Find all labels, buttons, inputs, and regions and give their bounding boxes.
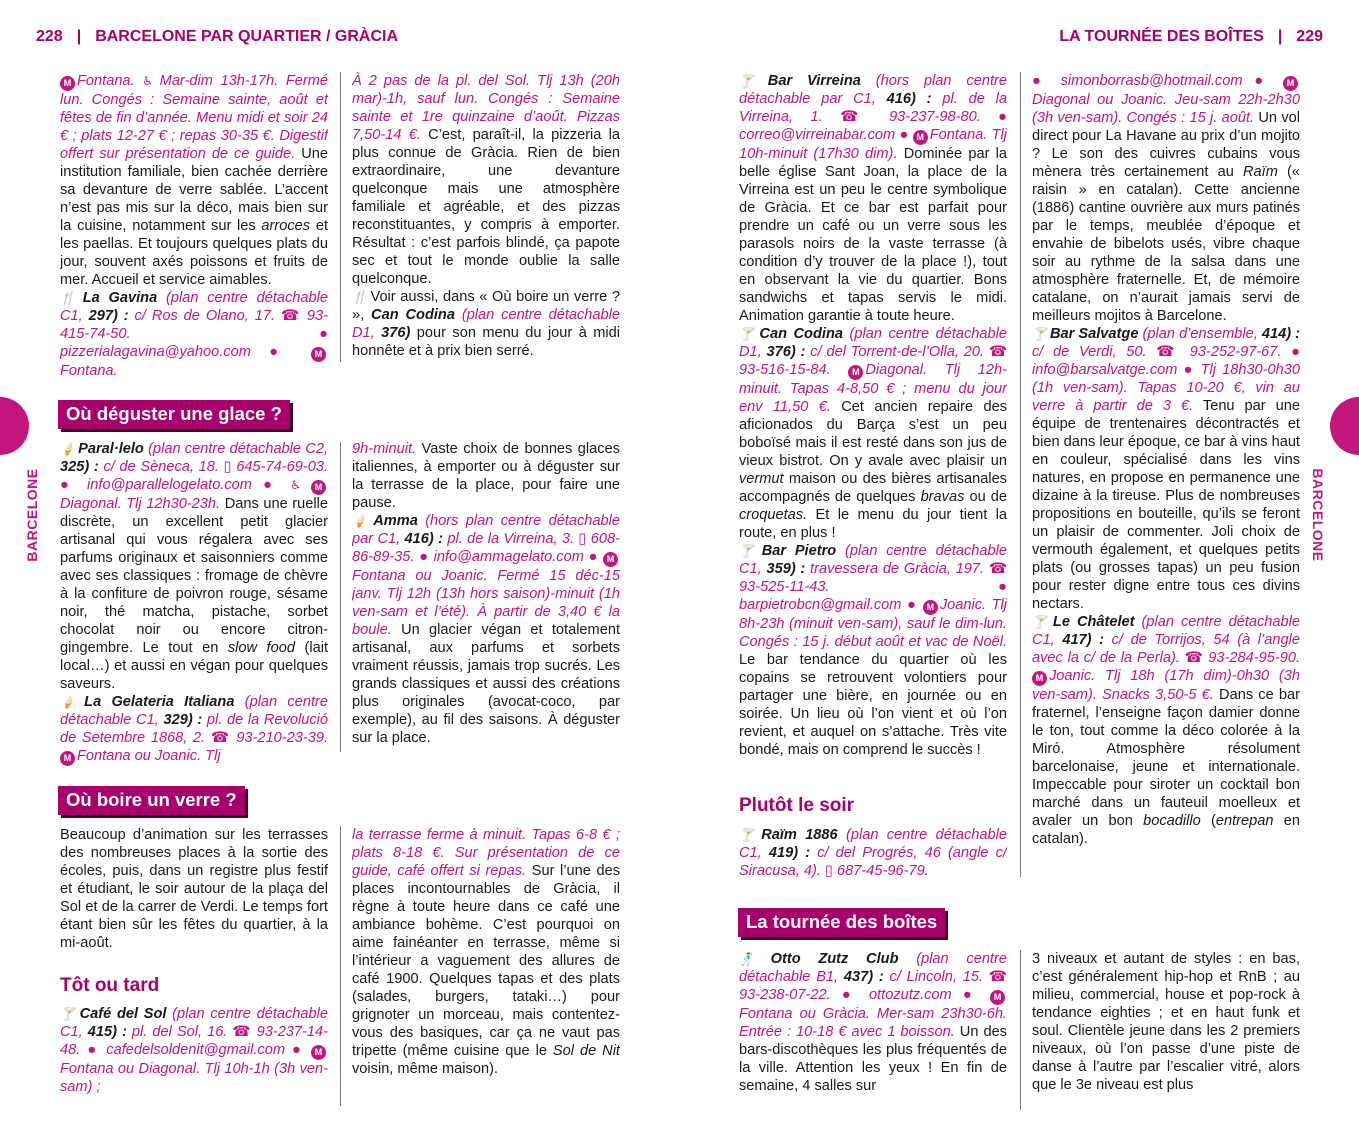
- section-banner-boites: La tournée des boîtes: [738, 908, 945, 937]
- description: en catalan).: [1032, 813, 1300, 847]
- bar-listings-col3: [739, 72, 1007, 782]
- description: (: [1211, 813, 1216, 829]
- left-page-header: [36, 28, 398, 46]
- header-separator: |: [1277, 28, 1283, 45]
- description: Sur l’une des places incontournables de Gràcia, il règne à toute heure dans ce café une ambiance bohème. C’est pourquoi on aime fainéanter en terrasse, même si l’intérieur a vaguement des allures de café 1900. Quelques tapas et des plats (salades, burgers, tataki…) pour grignoter un morceau, mais contentez-vous des basiques, car ça ne vaut pas tripette (même cuisine que le: [352, 863, 620, 1059]
- description-italic: arroces: [261, 218, 311, 234]
- metro-icon: M: [913, 130, 928, 145]
- metro-icon: M: [60, 751, 75, 766]
- description: voisin, même maison).: [352, 1061, 498, 1077]
- map-reference: (plan centre détachable C1,: [60, 1006, 328, 1040]
- venue-name: La Gavina: [82, 290, 158, 306]
- map-reference: (plan centre détachable D1,: [739, 326, 1007, 360]
- venue-name: Bar Pietro: [761, 543, 837, 559]
- glass-icon: 🍸: [739, 74, 765, 88]
- venue-name: Otto Zutz Club: [770, 951, 899, 967]
- practical-info: Joanic. Tlj 18h (17h dim)-0h30 (3h ven-sam). Snacks 3,50-5 €.: [1032, 668, 1300, 703]
- glass-icon: 🍸: [739, 327, 757, 341]
- raim-listing: [739, 826, 1007, 882]
- practical-info: Fontana ou Gràcia. Mer-sam 23h30-6h. Entrée : 10-18 € avec 1 boisson.: [739, 1006, 1007, 1040]
- icecream-listings-col1: [60, 440, 328, 770]
- description: Dans ce bar fraternel, l’enseigne façon damier donne le ton, tout comme la déco colorée à la Miró. Atmosphère résolument barcelonaise, jeune et internationale. Impeccable pour siroter un cocktail bon marché dans un fauteuil moelleux et avaler un bon: [1032, 687, 1300, 829]
- practical-info: Diagonal. Tlj 12h30-23h.: [60, 496, 221, 512]
- metro-icon: M: [311, 480, 326, 495]
- accessibility-icon: ♿: [142, 74, 157, 88]
- map-number: 376) :: [766, 344, 806, 360]
- drinks-intro: [60, 826, 328, 954]
- cross-reference: Voir aussi, dans « Où boire un verre ? »,: [352, 289, 620, 323]
- glass-icon: 🍸: [739, 544, 759, 558]
- venue-name: La Gelateria Italiana: [84, 694, 235, 710]
- description: Une institution familiale, bien cachée derrière sa devanture de verre sablée. L’accent n’est pas mis sur la déco, mais bien sur la cuisine, notamment sur les: [60, 146, 328, 234]
- right-running-title: LA TOURNÉE DES BOÎTES: [1059, 28, 1264, 45]
- icecream-icon: 🍦: [60, 695, 82, 709]
- map-reference: (hors plan centre détachable par C1,: [739, 73, 1007, 107]
- icecream-listings-col2: [352, 440, 620, 770]
- venue-name: Raïm 1886: [761, 827, 838, 843]
- metro-icon: M: [603, 552, 618, 567]
- column-rule: [340, 442, 341, 752]
- address: pl. de la Virreina, 3. ▯ 608-86-89-35. ● info@ammagelato.com ●: [352, 531, 620, 565]
- club-listing-col4: [1032, 950, 1300, 1106]
- description: Et le menu du jour tient la route, en plus !: [739, 507, 1007, 541]
- map-reference: (plan centre détachable C1,: [1032, 614, 1300, 648]
- practical-info: Mar-dim 13h-17h. Fermé lun. Congés : Semaine sainte, août et fêtes de fin d’année. Menu midi et soir 24 € ; plats 12-27 € ; repas 30-35 €. Digestif offert sur présentation de ce guide.: [60, 73, 328, 162]
- description: pour son menu du jour à midi honnête et à prix bien serré.: [352, 325, 620, 359]
- practical-info: Fontana. Tlj 10h-minuit (17h30 dim).: [739, 127, 1007, 162]
- description: Le bar tendance du quartier où les copains se retrouvent volontiers pour partager une bière, en journée ou en soirée. Un lieu où l’on vient et où l’on revient, et auquel on s’attache. Très vite bondé, mais on comprend le succès !: [739, 652, 1007, 758]
- restaurant-listings-col1: [60, 72, 328, 378]
- practical-info: Fontana ou Diagonal. Tlj 10h-1h (3h ven-sam) ;: [60, 1061, 328, 1095]
- venue-name: Le Châtelet: [1052, 614, 1135, 630]
- cafe-listing-col2: [352, 826, 620, 1106]
- side-label-right: BARCELONE: [1310, 468, 1326, 562]
- map-reference: (plan centre détachable D1,: [352, 307, 620, 341]
- map-number: 415) :: [87, 1024, 127, 1040]
- address: pl. de la Virreina, 1. ☎ 93-237-98-80. ● correo@virreinabar.com ●: [739, 91, 1007, 143]
- venue-name: Can Codina: [371, 307, 455, 323]
- metro-station: Fontana.: [60, 363, 118, 378]
- venue-name: Can Codina: [759, 326, 843, 342]
- email: ● simonborrasb@hotmail.com ●: [1032, 73, 1272, 89]
- metro-icon: M: [60, 76, 75, 91]
- description: et les paellas. Et toujours quelques plats du jour, souvent axés poissons et fruits de mer. Accueil et service aimables.: [60, 218, 328, 288]
- subsection-plutot-le-soir: Plutôt le soir: [739, 795, 855, 816]
- right-page-header: [1059, 28, 1323, 46]
- left-running-title: BARCELONE PAR QUARTIER / GRÀCIA: [95, 28, 399, 45]
- description: Cet ancien repaire des aficionados du Barça s’est un peu boboïsé mais il est resté dans son jus de vieux bistrot. On y avale avec plaisir un: [739, 399, 1007, 469]
- glass-icon: 🍸: [1032, 615, 1050, 629]
- address: pl. del Sol, 16. ☎ 93-237-14-48. ● cafedelsoldenit@gmail.com ●: [60, 1024, 328, 1058]
- description: Vaste choix de bonnes glaces italiennes, à emporter ou à déguster sur la terrasse de la place, pour faire une pause.: [352, 441, 620, 511]
- address: c/ del Torrent-de-l’Olla, 20. ☎ 93-516-15-84.: [739, 344, 1007, 378]
- map-number: 414) :: [1261, 326, 1300, 342]
- address: pl. de la Revolució de Setembre 1868, 2. ☎ 93-210-23-39.: [60, 712, 328, 746]
- map-number: 417) :: [1062, 632, 1105, 648]
- description: (« raisin » en catalan). Cette ancienne (1886) cantine ouvrière aux murs patinés par le temps, meublée d’époque et envahie de bibelots usés, vibre chaque soir au rythme de la salsa dans une atmosphère fraternelle. Et, de mémoire catalane, on n’aurait jamais servi de meilleurs mojitos à Barcelone.: [1032, 164, 1300, 324]
- metro-icon: M: [1032, 671, 1047, 686]
- map-number: 437) :: [843, 969, 884, 985]
- column-rule: [340, 72, 341, 362]
- venue-name: Bar Salvatge: [1049, 326, 1139, 342]
- side-label-left: BARCELONE: [24, 468, 40, 562]
- map-reference: (plan centre détachable C1,: [60, 694, 328, 728]
- side-tab-left: [0, 397, 29, 455]
- dance-icon: 🕺: [739, 952, 768, 966]
- description: maison ou des bières artisanales accompagnés de quelques: [739, 471, 1007, 505]
- map-reference: (plan centre détachable C1,: [739, 543, 1007, 577]
- venue-name: Bar Virreina: [767, 73, 861, 89]
- map-number: 416) :: [886, 91, 932, 107]
- metro-station: Fontana.: [77, 73, 135, 89]
- practical-info: Fontana ou Joanic. Fermé 15 déc-15 janv. Tlj 12h (13h hors saison)-minuit (1h ven-sam et l’été). À partir de 3,40 € la boule.: [352, 568, 620, 638]
- description: 3 niveaux et autant de styles : en bas, c’est généralement hip-hop et RnB ; au milieu, commercial, house et pop-rock à tendance eighties ; et en haut funk et soul. Clientèle jeune dans les 2 premiers niveaux, où l’on passe d’une piste de danse à l’autre par l’escalier vitré, alors que le 3e niveau est plus: [1032, 951, 1300, 1093]
- venue-name: Café del Sol: [79, 1006, 167, 1022]
- description-italic: Sol de Nit: [552, 1043, 620, 1059]
- left-page-number: 228: [36, 28, 63, 45]
- bar-listings-col4: [1032, 72, 1300, 882]
- description: Dans une ruelle discrète, un excellent petit glacier artisanal qui vous régalera avec ses parfums originaux et saisonniers comme avec ses classiques : fromage de chèvre à la confiture de poivron rouge, sésame noir, thé matcha, pistache, sorbet chocolat noir ou encore citron-gingembre. Le tout en: [60, 496, 328, 656]
- map-number: 416) :: [404, 531, 443, 547]
- description: Un des bars-discothèques les plus fréquentés de la ville. Attention les yeux ! En fin de semaine, 4 salles sur: [739, 1024, 1007, 1094]
- address: c/ de Verdi, 50. ☎ 93-252-97-67. ● info@barsalvatge.com ● Tlj 18h30-0h30 (1h ven-sam). Tapas 10-20 €, vin au verre à partir de 3 €.: [1032, 344, 1300, 414]
- map-number: 359) :: [766, 561, 806, 577]
- practical-info: Diagonal ou Joanic. Jeu-sam 22h-2h30 (3h ven-sam). Congés : 15 j. août.: [1032, 92, 1300, 126]
- cafe-listing-col1: [60, 1005, 328, 1105]
- metro-icon: M: [311, 347, 326, 362]
- club-listing-col3: [739, 950, 1007, 1106]
- description-italic: bocadillo: [1143, 813, 1201, 829]
- description-italic: slow food: [227, 640, 295, 656]
- practical-info: Fontana ou Joanic. Tlj: [77, 748, 221, 764]
- map-number: 419) :: [768, 845, 811, 861]
- column-rule: [1020, 72, 1021, 877]
- section-banner-verre: Où boire un verre ?: [58, 786, 245, 815]
- map-reference: (plan centre détachable B1,: [739, 951, 1007, 985]
- practical-info: Joanic. Tlj 8h-23h (minuit ven-sam), sauf le dim-lun. Congés : 15 j. début août et vac de Noël.: [739, 597, 1007, 650]
- map-number: 325) :: [60, 459, 99, 475]
- description: Un glacier végan et totalement artisanal, aux parfums et sorbets vraiment réussis, jamais trop sucrés. Les grands classiques et aussi des créations plus originales (avocat-coco, par exemple), au fil des saisons. À déguster sur la place.: [352, 622, 620, 746]
- practical-info: 9h-minuit.: [352, 441, 417, 457]
- accessibility-icon: ♿: [290, 478, 309, 492]
- map-reference: (plan d’ensemble,: [1142, 326, 1258, 342]
- map-number: 297) :: [88, 308, 129, 324]
- venue-name: Paral·lelo: [78, 441, 144, 457]
- description: Beaucoup d’animation sur les terrasses des nombreuses places à la sortie des écoles, puis, dans un registre plus festif et étudiant, le soir autour de la plaça del Sol et de la carrer de Verdi. Le temps fort étant bien sûr les fêtes du quartier, à la mi-août.: [60, 827, 328, 951]
- description: (lait local…) et aussi en végan pour quelques saveurs.: [60, 640, 328, 692]
- description-italic: croquetas.: [739, 507, 808, 523]
- restaurant-icon: 🍴: [352, 290, 368, 304]
- practical-info: Diagonal. Tlj 12h-minuit. Tapas 4-8,50 € ; menu du jour env 11,50 €.: [739, 362, 1007, 415]
- address: c/ de Sèneca, 18. ▯ 645-74-69-03. ● info@parallelogelato.com ●: [60, 459, 328, 493]
- practical-info: la terrasse ferme à minuit. Tapas 6-8 € ; plats 8-18 €. Sur présentation de ce guide, café offert si repas.: [352, 827, 620, 879]
- address: c/ Lincoln, 15. ☎ 93-238-07-22. ● ottozutz.com ●: [739, 969, 1007, 1003]
- description-italic: entrepan: [1215, 813, 1274, 829]
- restaurant-icon: 🍴: [60, 291, 80, 305]
- side-tab-right: [1330, 397, 1359, 455]
- metro-icon: M: [1283, 76, 1298, 91]
- glass-icon: 🍸: [1032, 327, 1047, 341]
- glass-icon: 🍸: [739, 828, 759, 842]
- address: c/ Ros de Olano, 17. ☎ 93-415-74-50. ● pizzerialagavina@yahoo.com ●: [60, 308, 328, 360]
- column-rule: [340, 826, 341, 1106]
- map-number: 376): [381, 325, 411, 341]
- metro-icon: M: [990, 990, 1005, 1005]
- glass-icon: 🍸: [60, 1007, 77, 1021]
- map-reference: (plan centre détachable C1,: [60, 290, 328, 324]
- metro-icon: M: [848, 365, 863, 380]
- address: c/ de Torrijos, 54 (à l’angle avec la c/ de la Perla). ☎ 93-284-95-90.: [1032, 632, 1300, 666]
- description: Tenu par une équipe de trentenaires décontractés et bien dans leur époque, ce bar à vins haut en couleur, spécialisé dans les vins natures, en propose en permanence une dizaine à la tireuse. Plus de nombreuses propositions en bouteille, qu’ils se feront un plaisir de commenter. Joli choix de vermouth également, et quelques petits plats (ou grosses tapas) un peu fusion pour rester digne entre tous ces divins nectars.: [1032, 398, 1300, 612]
- map-reference: (plan centre détachable C1,: [739, 827, 1007, 861]
- icecream-icon: 🍦: [352, 514, 371, 528]
- map-reference: (hors plan centre détachable par C1,: [352, 513, 620, 547]
- right-page-number: 229: [1296, 28, 1323, 45]
- description-italic: bravas: [920, 489, 965, 505]
- map-number: 329) :: [163, 712, 203, 728]
- description: Un vol direct pour La Havane au prix d’un mojito ? Le son des cuivres cubains vous mènera très certainement au: [1032, 110, 1300, 180]
- practical-info: À 2 pas de la pl. del Sol. Tlj 13h (20h mar)-1h, sauf lun. Congés : Semaine sainte et 1re quinzaine d’août. Pizzas 7,50-14 €.: [352, 73, 620, 143]
- description: Dominée par la belle église Sant Joan, la place de la Virreina est un peu le centre symbolique de Gràcia. Et ce bar est parfait pour prendre un café ou un verre sous les parasols noirs de la vaste terrasse (à condition d’y trouver de la place !), tout en observant la vie du quartier. Bons sandwichs et tapas servis le midi. Animation garantie à toute heure.: [739, 146, 1007, 324]
- description: ou de: [969, 489, 1007, 505]
- description-italic: Raïm: [1243, 164, 1278, 180]
- restaurant-listings-col2: [352, 72, 620, 378]
- section-banner-glace: Où déguster une glace ?: [58, 400, 290, 429]
- metro-icon: M: [311, 1045, 326, 1060]
- subsection-tot-ou-tard: Tôt ou tard: [60, 975, 160, 996]
- column-rule: [1020, 950, 1021, 1110]
- metro-icon: M: [923, 600, 938, 615]
- description: C’est, paraît-il, la pizzeria la plus connue de Gràcia. Rien de bien extraordinaire, une devanture quelconque mais une atmosphère familiale et agréable, et des pizzas reconstituantes, y compris à emporter. Résultat : c’est parfois blindé, ça papote sec et tout le monde oublie la salle quelconque.: [352, 127, 620, 287]
- address: c/ del Progrés, 46 (angle c/ Siracusa, 4). ▯ 687-45-96-79.: [739, 845, 1007, 879]
- description-italic: vermut: [739, 471, 784, 487]
- map-reference: (plan centre détachable C2,: [148, 441, 328, 457]
- header-separator: |: [76, 28, 82, 45]
- address: travessera de Gràcia, 197. ☎ 93-525-11-43. ● barpietrobcn@gmail.com ●: [739, 561, 1007, 613]
- icecream-icon: 🍦: [60, 442, 76, 456]
- venue-name: Amma: [373, 513, 418, 529]
